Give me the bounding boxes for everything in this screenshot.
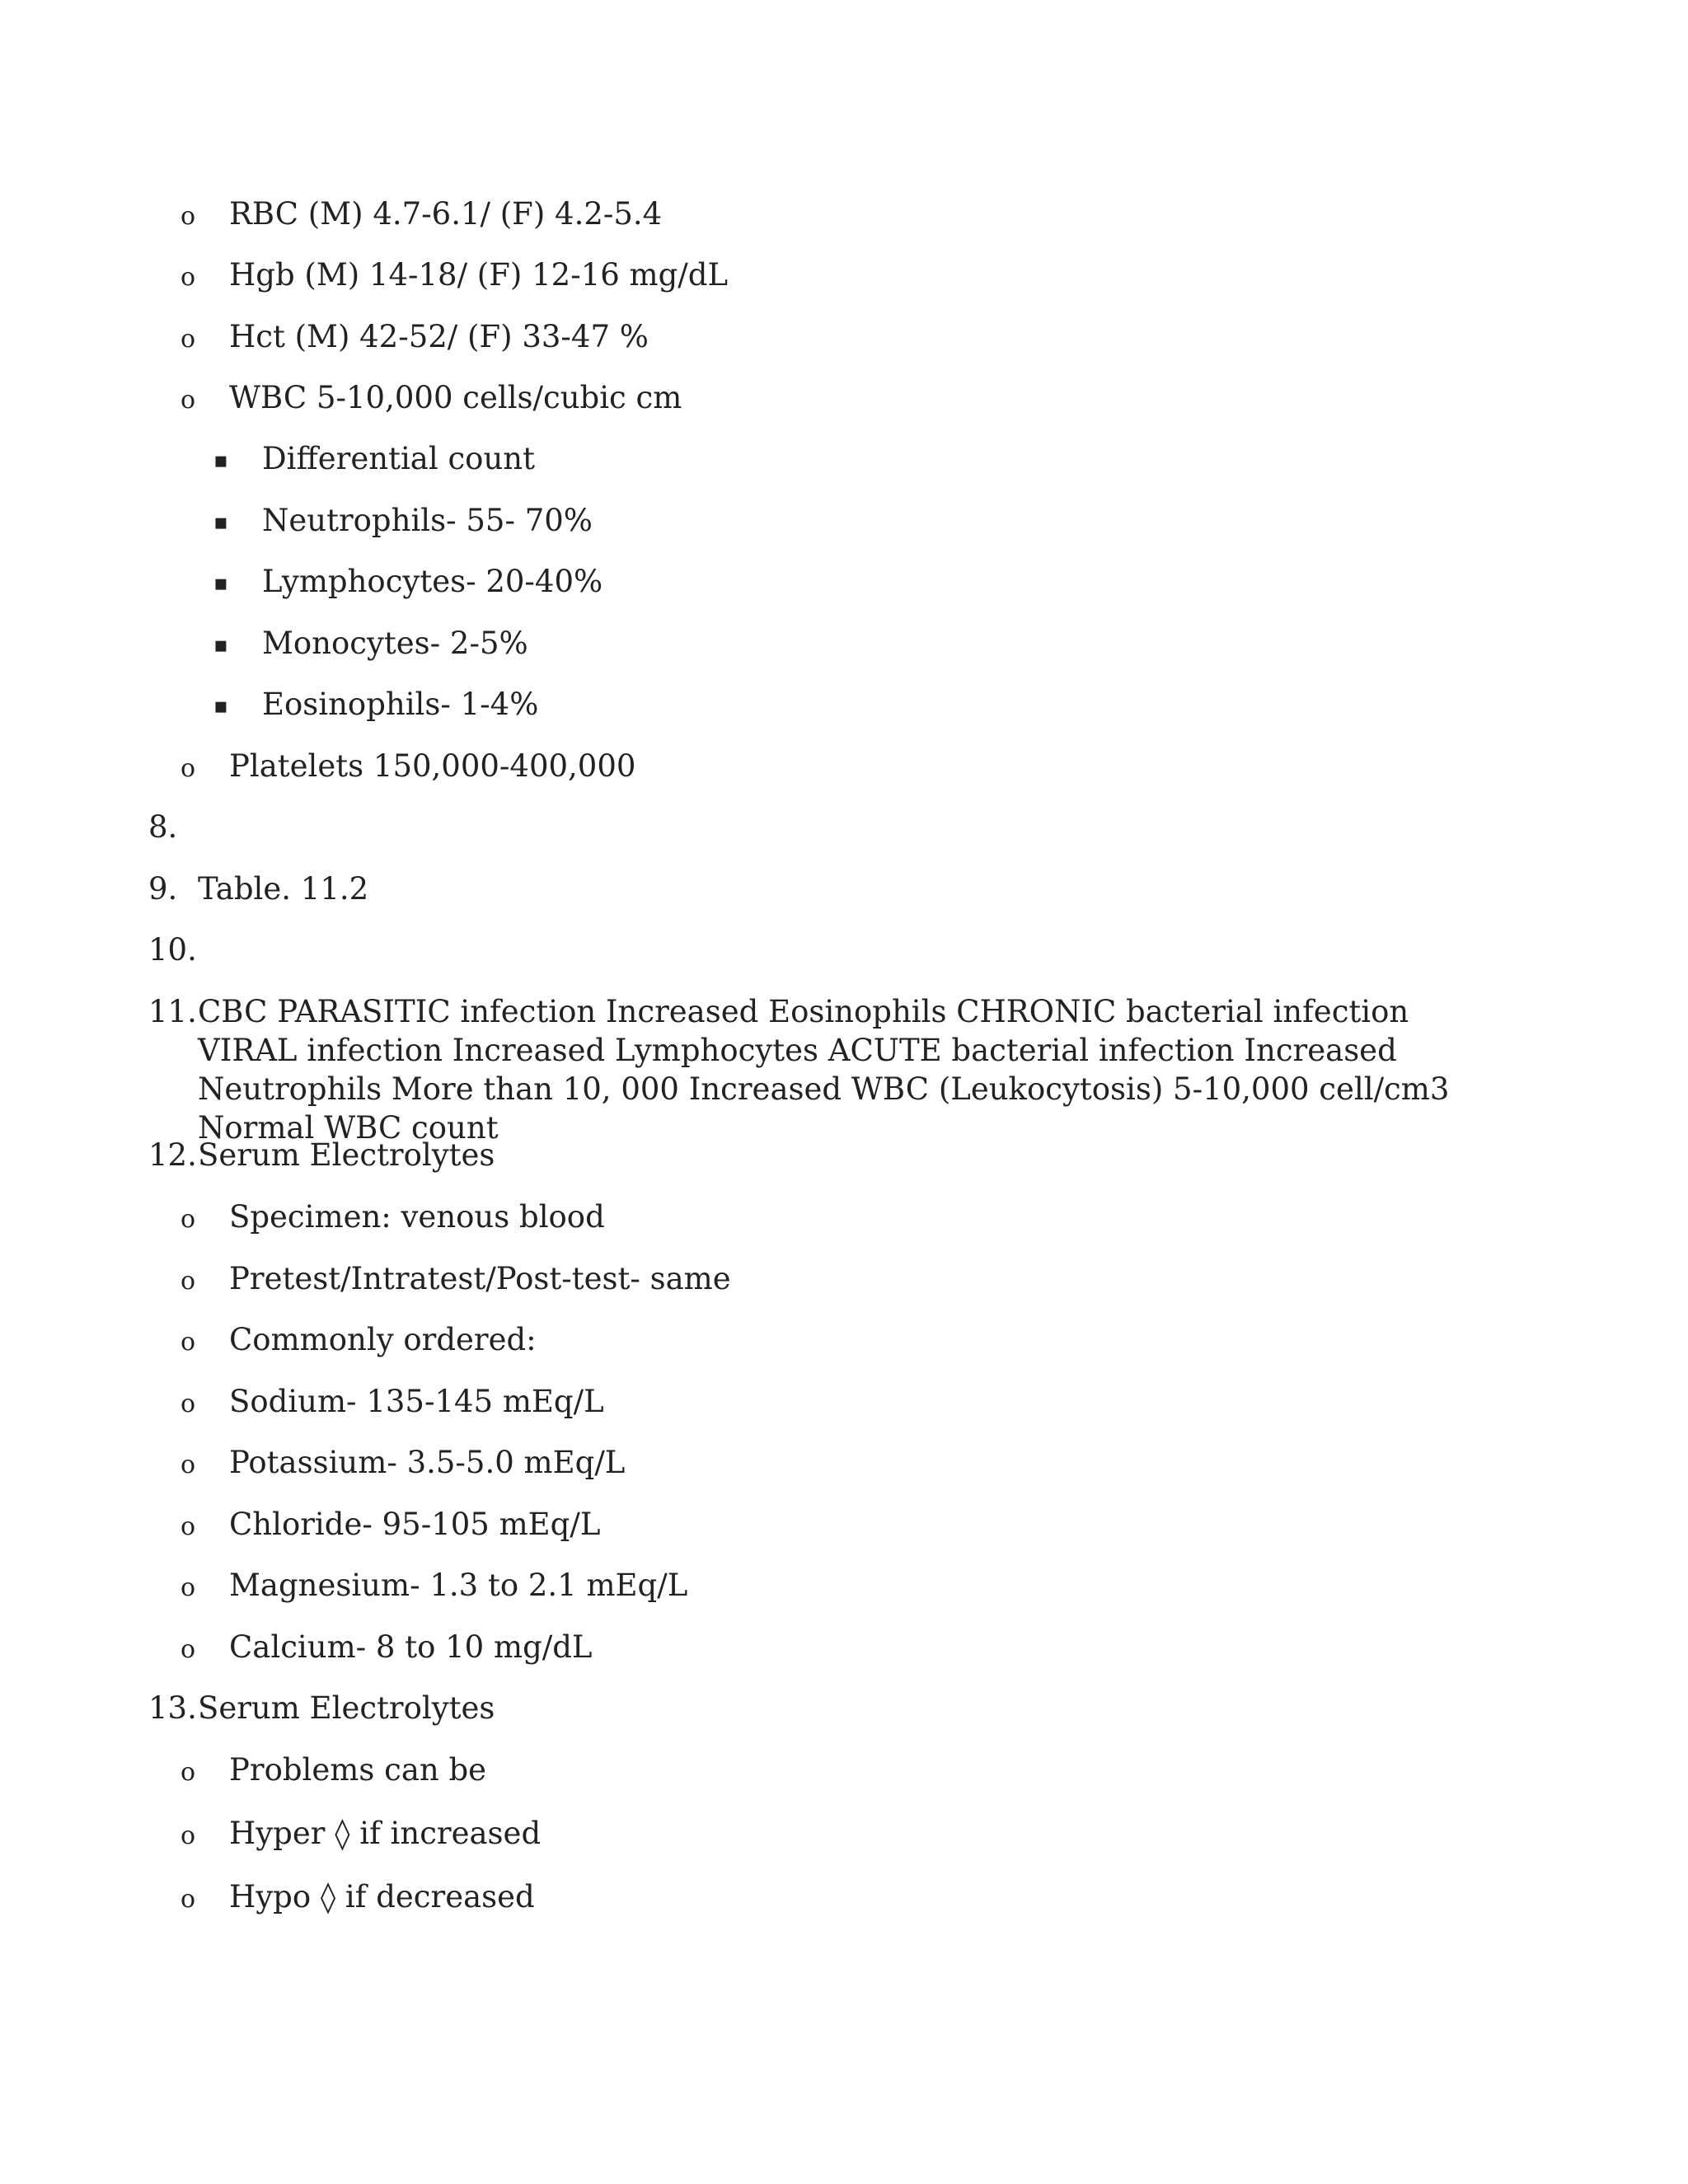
circle-bullet-icon: o: [181, 1512, 196, 1541]
list-item-pretest: Pretest/Intratest/Post-test- same: [229, 1261, 731, 1296]
list-number-12: 12.: [148, 1137, 197, 1173]
list-item-rbc: RBC (M) 4.7-6.1/ (F) 4.2-5.4: [229, 196, 663, 232]
list-item-hct: Hct (M) 42-52/ (F) 33-47 %: [229, 319, 649, 354]
square-bullet-icon: ▪: [213, 510, 228, 535]
circle-bullet-icon: o: [181, 1451, 196, 1479]
list-number-8: 8.: [148, 809, 178, 845]
list-item-problems: Problems can be: [229, 1752, 487, 1788]
list-item-commonly-ordered: Commonly ordered:: [229, 1322, 537, 1357]
list-number-11: 11.: [148, 994, 197, 1029]
circle-bullet-icon: o: [181, 1885, 196, 1914]
list-item-differential: Differential count: [262, 441, 535, 476]
circle-bullet-icon: o: [181, 1821, 196, 1850]
list-item-serum-electrolytes-heading-2: Serum Electrolytes: [198, 1690, 495, 1726]
circle-bullet-icon: o: [181, 263, 196, 292]
list-item-platelets: Platelets 150,000-400,000: [229, 748, 636, 784]
circle-bullet-icon: o: [181, 1205, 196, 1234]
list-item-lymphocytes: Lymphocytes- 20-40%: [262, 564, 603, 599]
list-item-eosinophils: Eosinophils- 1-4%: [262, 687, 539, 722]
list-number-10: 10.: [148, 932, 197, 968]
circle-bullet-icon: o: [181, 1635, 196, 1664]
list-item-monocytes: Monocytes- 2-5%: [262, 626, 528, 661]
list-item-chloride: Chloride- 95-105 mEq/L: [229, 1507, 601, 1542]
list-number-13: 13.: [148, 1690, 197, 1726]
list-item-serum-electrolytes-heading: Serum Electrolytes: [198, 1137, 495, 1173]
list-item-hyper: Hyper ◊ if increased: [229, 1816, 542, 1851]
circle-bullet-icon: o: [181, 754, 196, 783]
list-item-specimen: Specimen: venous blood: [229, 1199, 605, 1235]
list-item-hypo: Hypo ◊ if decreased: [229, 1879, 535, 1915]
square-bullet-icon: ▪: [213, 571, 228, 596]
list-item-potassium: Potassium- 3.5-5.0 mEq/L: [229, 1445, 626, 1480]
list-item-hgb: Hgb (M) 14-18/ (F) 12-16 mg/dL: [229, 257, 729, 293]
circle-bullet-icon: o: [181, 325, 196, 354]
list-item-calcium: Calcium- 8 to 10 mg/dL: [229, 1629, 593, 1665]
circle-bullet-icon: o: [181, 1328, 196, 1357]
circle-bullet-icon: o: [181, 1758, 196, 1787]
list-item-table-ref: Table. 11.2: [198, 871, 369, 907]
square-bullet-icon: ▪: [213, 694, 228, 719]
list-item-sodium: Sodium- 135-145 mEq/L: [229, 1384, 604, 1419]
list-item-cbc-paragraph: CBC PARASITIC infection Increased Eosinophils CHRONIC bacterial infection VIRAL infection Increased Lymphocytes ACUTE bacterial infection Increased Neutrophils More than 10, 000 Increased WBC (Leukocytosis) 5-10,000 cell/cm3 Normal WBC count: [198, 994, 1450, 1146]
circle-bullet-icon: o: [181, 1390, 196, 1418]
circle-bullet-icon: o: [181, 386, 196, 415]
square-bullet-icon: ▪: [213, 448, 228, 473]
list-item-neutrophils: Neutrophils- 55- 70%: [262, 503, 593, 538]
circle-bullet-icon: o: [181, 202, 196, 231]
circle-bullet-icon: o: [181, 1267, 196, 1296]
list-item-wbc: WBC 5-10,000 cells/cubic cm: [229, 380, 682, 415]
circle-bullet-icon: o: [181, 1573, 196, 1602]
list-item-magnesium: Magnesium- 1.3 to 2.1 mEq/L: [229, 1568, 688, 1603]
square-bullet-icon: ▪: [213, 633, 228, 658]
list-number-9: 9.: [148, 871, 178, 907]
